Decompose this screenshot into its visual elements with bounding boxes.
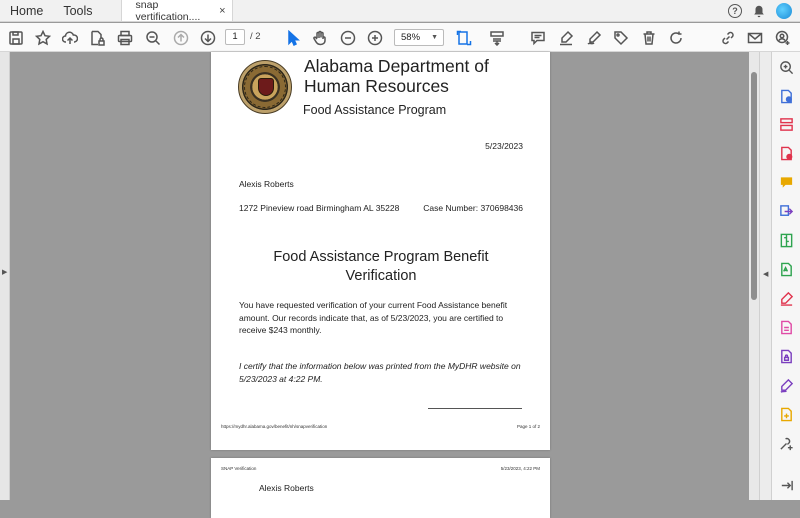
right-panel-toggle[interactable] [759, 52, 771, 500]
zoom-in-icon[interactable] [366, 29, 384, 47]
page2-header-right: 5/23/2023, 4:22 PM [500, 466, 540, 471]
document-page-1 [211, 52, 550, 450]
stamp-icon[interactable] [778, 406, 795, 423]
comment-tool-icon[interactable] [778, 174, 795, 191]
bell-icon[interactable] [752, 4, 766, 18]
mail-icon[interactable] [746, 29, 764, 47]
trash-icon[interactable] [640, 29, 658, 47]
collapse-rail-icon[interactable] [778, 477, 795, 494]
print-icon[interactable] [116, 29, 134, 47]
compress-pdf-icon[interactable] [778, 232, 795, 249]
zoom-select[interactable] [394, 29, 444, 46]
certification-paragraph: I certify that the information below was printed from the MyDHR website on 5/23/2023 at 4:22 PM. [239, 361, 521, 384]
organization-name-line2: Human Resources [304, 76, 449, 96]
zoom-search-icon[interactable] [144, 29, 162, 47]
file-lock-icon[interactable] [88, 29, 106, 47]
document-title [251, 248, 511, 286]
organize-pages-icon[interactable] [778, 116, 795, 133]
combine-files-icon[interactable] [778, 203, 795, 220]
more-tools-icon[interactable] [778, 435, 795, 452]
organization-name-line1: Alabama Department of [304, 56, 489, 76]
select-cursor-icon[interactable] [284, 29, 302, 47]
letter-date: 5/23/2023 [485, 141, 523, 151]
signature-line [428, 408, 522, 409]
hand-tool-icon[interactable] [311, 29, 329, 47]
protect-pdf-icon[interactable] [778, 348, 795, 365]
toolbar [0, 23, 800, 52]
save-icon[interactable] [7, 29, 25, 47]
star-icon[interactable] [34, 29, 52, 47]
recipient-name: Alexis Roberts [239, 179, 294, 189]
page-total: / 2 [250, 31, 261, 42]
highlight-icon[interactable] [557, 29, 575, 47]
footer-url: https://mydhr.alabama.gov/benefit/nh/snapverification [221, 424, 328, 429]
page-number-input[interactable]: 1 [225, 29, 245, 45]
tag-edit-icon[interactable] [612, 29, 630, 47]
close-tab-icon[interactable]: × [219, 4, 226, 17]
organization-name [304, 56, 489, 96]
document-tab[interactable] [121, 0, 233, 21]
scan-ocr-icon[interactable] [778, 261, 795, 278]
document-title-line2: Verification [345, 268, 417, 284]
scrollbar-thumb[interactable] [751, 72, 757, 300]
state-seal-logo [238, 60, 292, 114]
zoom-out-icon[interactable] [339, 29, 357, 47]
export-pdf-icon[interactable] [778, 145, 795, 162]
avatar[interactable] [776, 3, 792, 19]
link-share-icon[interactable] [719, 29, 737, 47]
add-user-icon[interactable] [774, 29, 792, 47]
edit-pdf-icon[interactable] [778, 319, 795, 336]
document-page-2 [211, 458, 550, 518]
page-fit-icon[interactable] [455, 29, 473, 47]
help-icon[interactable]: ? [728, 4, 742, 18]
draw-icon[interactable] [585, 29, 603, 47]
vertical-scrollbar[interactable] [749, 52, 759, 500]
expand-left-icon: ▶ [2, 269, 8, 276]
fill-sign-icon[interactable] [778, 290, 795, 307]
scroll-mode-icon[interactable] [488, 29, 506, 47]
search-zoom-icon[interactable] [778, 59, 795, 76]
upload-cloud-icon[interactable] [61, 29, 79, 47]
benefit-paragraph: You have requested verification of your current Food Assistance benefit amount. Our records indicate that, as of 5/23/2023, you are certified to receive $243 monthly. [239, 300, 508, 335]
collapse-right-icon: ◀ [763, 271, 769, 278]
document-tab-title: snap vertification.... [135, 0, 201, 23]
zoom-value: 58% [401, 32, 421, 43]
menu-bar [0, 0, 800, 22]
create-pdf-icon[interactable] [778, 88, 795, 105]
document-title-line1: Food Assistance Program Benefit [273, 249, 489, 265]
case-number: Case Number: 370698436 [423, 203, 523, 213]
comment-icon[interactable] [529, 29, 547, 47]
recipient-address: 1272 Pineview road Birmingham AL 35228 [239, 203, 400, 213]
tools-menu[interactable]: Tools [63, 3, 93, 18]
left-panel-toggle[interactable] [0, 52, 10, 500]
page2-recipient-name: Alexis Roberts [259, 483, 314, 493]
page2-header-left: SNAP Verification [221, 466, 257, 471]
program-name: Food Assistance Program [303, 103, 447, 117]
next-page-icon[interactable] [199, 29, 217, 47]
home-menu[interactable]: Home [10, 3, 44, 18]
previous-page-icon[interactable] [172, 29, 190, 47]
footer-page-number: Page 1 of 2 [516, 424, 540, 429]
request-signature-icon[interactable] [778, 377, 795, 394]
rotate-icon[interactable] [667, 29, 685, 47]
tools-rail [771, 52, 800, 500]
chevron-down-icon: ▼ [431, 34, 438, 41]
